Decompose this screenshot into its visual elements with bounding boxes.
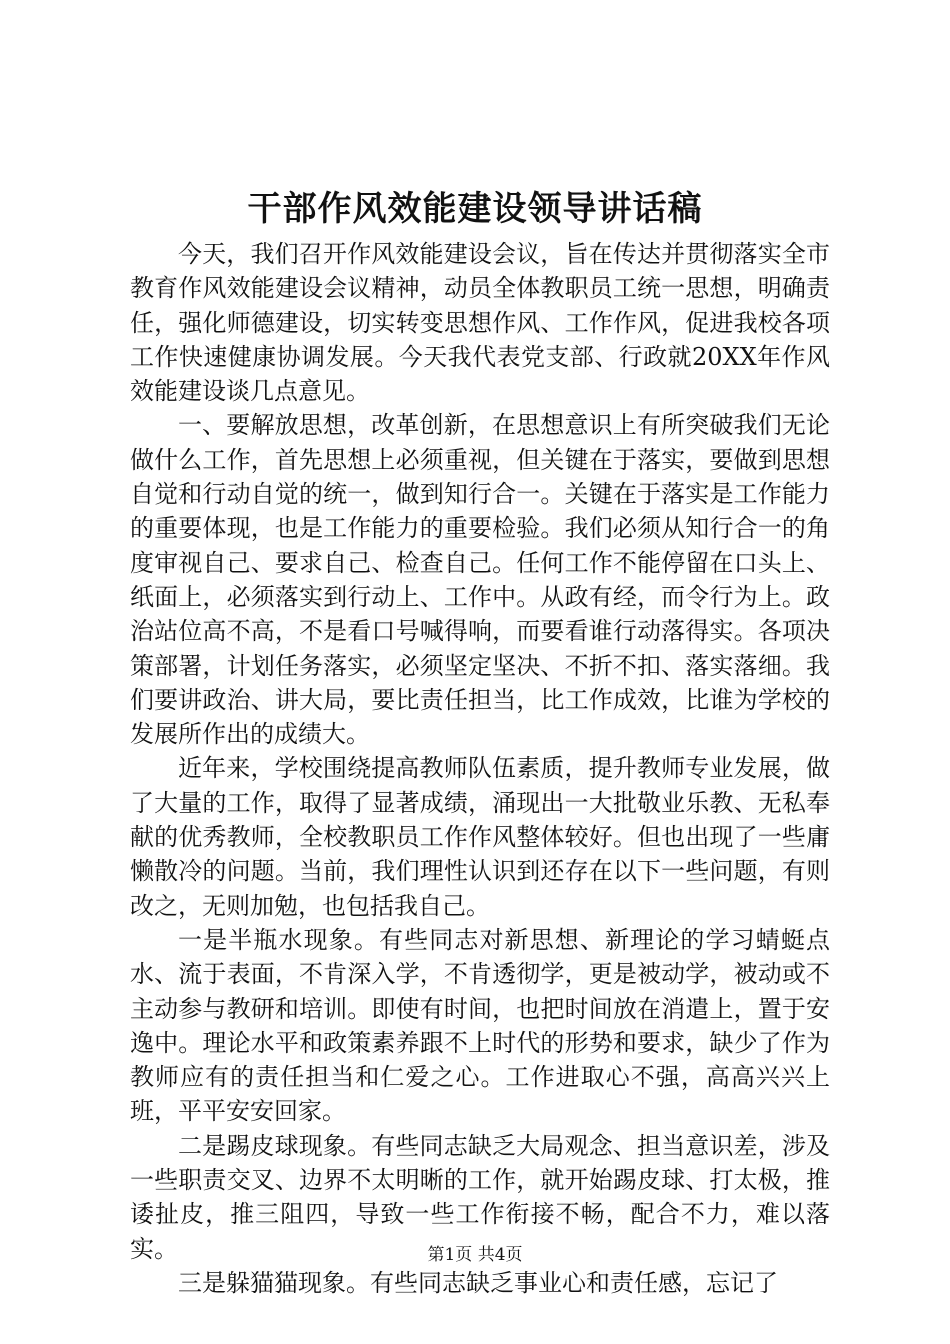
paragraph-intro: 今天，我们召开作风效能建设会议，旨在传达并贯彻落实全市教育作风效能建设会议精神，动员全体教职员工统一思想，明确责任，强化师德建设，切实转变思想作风、工作作风，促进我校各项工作快速健康协调发展。今天我代表党支部、行政就20XX年作风效能建设谈几点意见。 [130, 240, 830, 406]
document-title: 干部作风效能建设领导讲话稿 [247, 189, 703, 229]
paragraph-recent-years: 近年来，学校围绕提高教师队伍素质，提升教师专业发展，做了大量的工作，取得了显著成绩，涌现出一大批敬业乐教、无私奉献的优秀教师，全校教职员工作作风整体较好。但也出现了一些庸懒散冷的问题。当前，我们理性认识到还存在以下一些问题，有则改之，无则加勉，也包括我自己。 [130, 754, 830, 920]
paragraph-issue-two: 二是踢皮球现象。有些同志缺乏大局观念、担当意识差，涉及一些职责交叉、边界不太明晰的工作，就开始踢皮球、打太极，推诿扯皮，推三阻四，导致一些工作衔接不畅，配合不力，难以落实。 [130, 1131, 830, 1263]
page-number-footer: 第1页 共4页 [427, 1245, 523, 1265]
paragraph-issue-three: 三是躲猫猫现象。有些同志缺乏事业心和责任感，忘记了 [178, 1268, 778, 1297]
paragraph-section-one: 一、要解放思想，改革创新，在思想意识上有所突破我们无论做什么工作，首先思想上必须重视，但关键在于落实，要做到思想自觉和行动自觉的统一，做到知行合一。关键在于落实是工作能力的重要体现，也是工作能力的重要检验。我们必须从知行合一的角度审视自己、要求自己、检查自己。任何工作不能停留在口头上、纸面上，必须落实到行动上、工作中。从政有经，而令行为上。政治站位高不高，不是看口号喊得响，而要看谁行动落得实。各项决策部署，计划任务落实，必须坚定坚决、不折不扣、落实落细。我们要讲政治、讲大局，要比责任担当，比工作成效，比谁为学校的发展所作出的成绩大。 [130, 411, 830, 749]
paragraph-issue-one: 一是半瓶水现象。有些同志对新思想、新理论的学习蜻蜓点水、流于表面，不肯深入学，不肯透彻学，更是被动学，被动或不主动参与教研和培训。即使有时间，也把时间放在消遣上，置于安逸中。理论水平和政策素养跟不上时代的形势和要求，缺少了作为教师应有的责任担当和仁爱之心。工作进取心不强，高高兴兴上班，平平安安回家。 [130, 925, 830, 1126]
document-body [130, 237, 830, 1300]
